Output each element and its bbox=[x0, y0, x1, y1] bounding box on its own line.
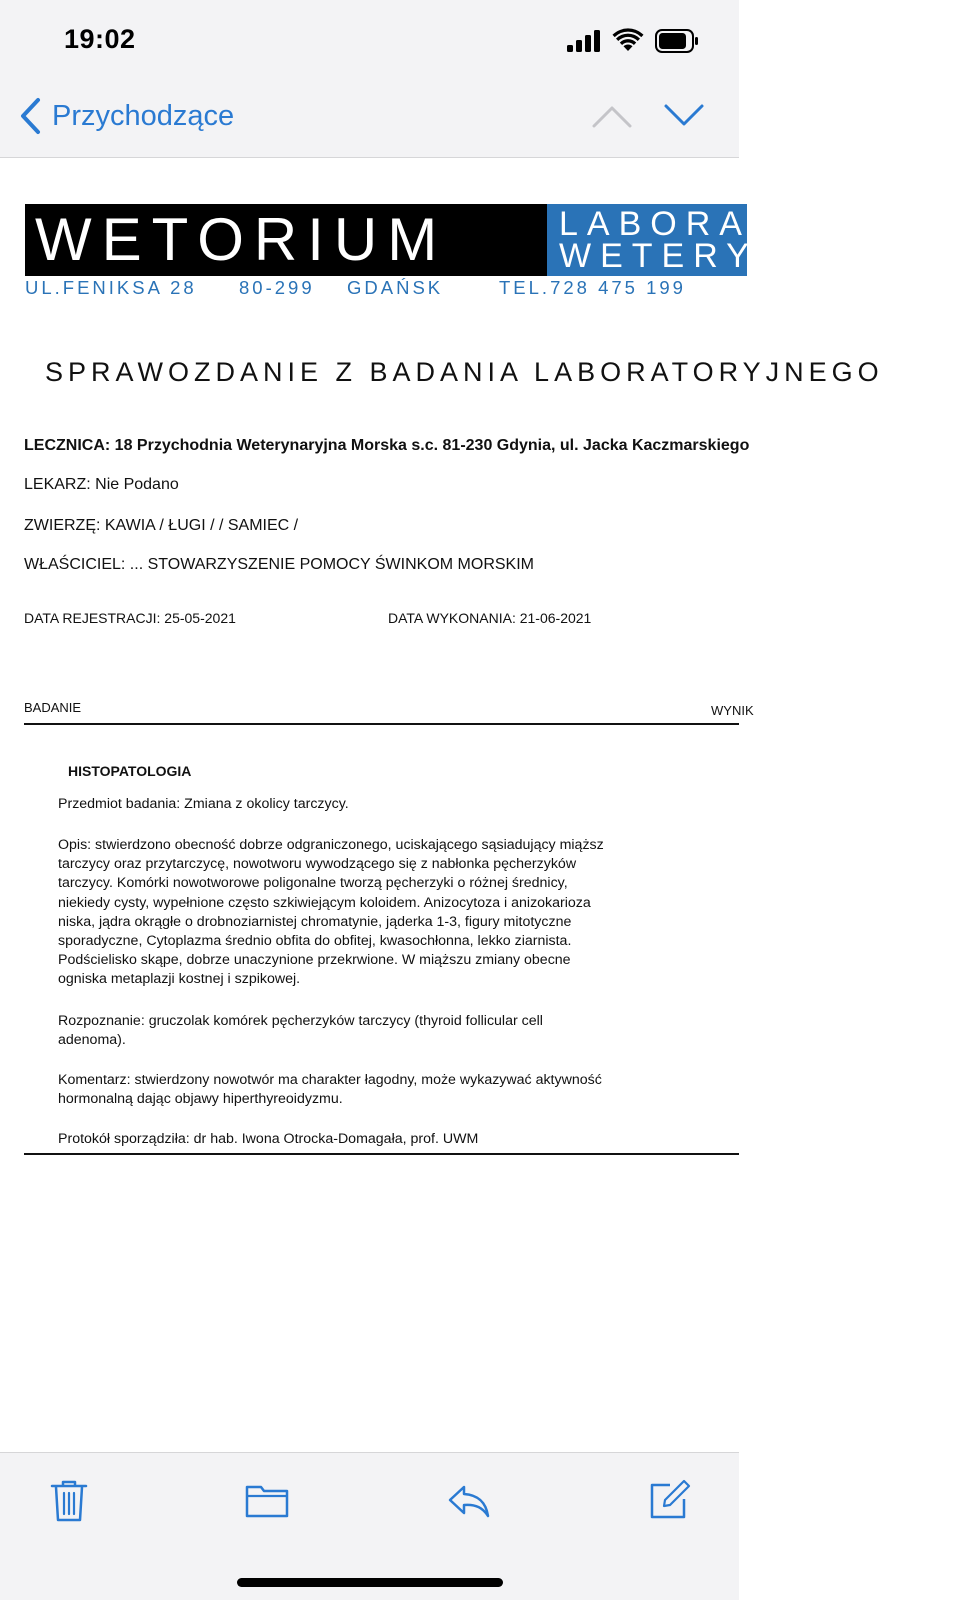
trash-icon[interactable] bbox=[46, 1477, 92, 1523]
reply-icon[interactable] bbox=[446, 1477, 492, 1523]
execution-date: DATA WYKONANIA: 21-06-2021 bbox=[388, 610, 592, 626]
brand-logo bbox=[25, 204, 547, 276]
nav-bar bbox=[0, 80, 739, 158]
column-header-result: WYNIK bbox=[711, 703, 754, 718]
description-line: niska, jądra okrągłe o drobnoziarnistej chromatynie, jąderka 1-3, figury mitotyczne bbox=[58, 913, 572, 930]
description-line: Podścielisko skąpe, dobrze unaczynione przekrwione. W miąższu zmiany obecne bbox=[58, 952, 571, 969]
battery-icon bbox=[655, 29, 699, 53]
section-title: HISTOPATOLOGIA bbox=[68, 763, 192, 779]
description-line: ogniska metaplazji kostnej i szpikowej. bbox=[58, 971, 301, 988]
diagnosis-block bbox=[58, 1012, 698, 1050]
subject-text: Przedmiot badania: Zmiana z okolicy tarczycy. bbox=[58, 796, 349, 812]
animal-field: ZWIERZĘ: KAWIA / ŁUGI / / SAMIEC / bbox=[24, 517, 299, 534]
column-header-test: BADANIE bbox=[24, 700, 82, 715]
address-postal: 80-299 bbox=[239, 277, 315, 298]
owner-field: WŁAŚCICIEL: ... STOWARZYSZENIE POMOCY ŚWINKOM MORSKIM bbox=[24, 556, 534, 573]
description-block bbox=[58, 836, 698, 990]
address-city: GDAŃSK bbox=[347, 277, 444, 298]
brand-side-line1: LABORATORIUM bbox=[559, 205, 936, 243]
description-line: niekiedy cysty, wypełnione często szkiwiejącym koloidem. Anizocytoza i anizokarioza bbox=[58, 894, 591, 911]
brand-side-line2: WETERYNARYJNE bbox=[559, 237, 979, 275]
clinic-field bbox=[24, 437, 749, 455]
brand-name: WETORIUM bbox=[35, 206, 448, 273]
doctor-field: LEKARZ: Nie Podano bbox=[24, 476, 179, 493]
description-line: tarczycy. Komórki nowotworowe poligonalne tworzą pęcherzyki o różnej średnicy, bbox=[58, 875, 568, 892]
wifi-icon bbox=[613, 30, 643, 52]
diagnosis-line: adenoma). bbox=[58, 1032, 126, 1049]
folder-icon[interactable] bbox=[244, 1477, 290, 1523]
back-button[interactable] bbox=[18, 96, 234, 136]
address-phone: TEL.728 475 199 bbox=[499, 277, 686, 298]
next-message-button[interactable] bbox=[662, 98, 706, 134]
footer-divider bbox=[24, 1153, 739, 1155]
comment-line: hormonalną dając objawy hiperthyreoidyzmu. bbox=[58, 1091, 343, 1108]
description-line: sporadyczne, Cytoplazma średnio obfita do obfitej, kwasochłonna, lekko ziarnista. bbox=[58, 933, 572, 950]
comment-line: Komentarz: stwierdzony nowotwór ma charakter łagodny, może wykazywać aktywność bbox=[58, 1072, 602, 1088]
registration-date: DATA REJESTRACJI: 25-05-2021 bbox=[24, 610, 236, 626]
description-line: Opis: stwierdzono obecność dobrze odgraniczonego, uciskającego sąsiadujący miąższ bbox=[58, 837, 604, 853]
brand-logo-side bbox=[547, 204, 979, 276]
clinic-label: LECZNICA: bbox=[24, 437, 111, 454]
report-title: SPRAWOZDANIE Z BADANIA LABORATORYJNEGO bbox=[45, 357, 884, 387]
cellular-signal-icon bbox=[567, 30, 601, 52]
header-divider bbox=[24, 723, 739, 725]
address-street: UL.FENIKSA 28 bbox=[25, 277, 197, 298]
status-time: 19:02 bbox=[64, 24, 136, 54]
comment-block bbox=[58, 1071, 698, 1109]
compose-icon[interactable] bbox=[646, 1477, 692, 1523]
previous-message-button[interactable] bbox=[590, 98, 634, 134]
chevron-left-icon bbox=[18, 97, 42, 135]
diagnosis-line: Rozpoznanie: gruczolak komórek pęcherzyków tarczycy (thyroid follicular cell bbox=[58, 1013, 543, 1029]
author-text: Protokół sporządziła: dr hab. Iwona Otrocka-Domagała, prof. UWM bbox=[58, 1131, 479, 1147]
report-document bbox=[0, 159, 979, 1452]
status-bar bbox=[0, 0, 739, 80]
home-indicator bbox=[237, 1578, 503, 1587]
back-button-label: Przychodzące bbox=[52, 99, 235, 132]
description-line: tarczycy oraz przytarczycę, nowotworu wywodzącego się z nabłonka pęcherzyków bbox=[58, 856, 577, 873]
status-icons bbox=[567, 28, 699, 54]
clinic-value: 18 Przychodnia Weterynaryjna Morska s.c. 81-230 Gdynia, ul. Jacka Kaczmarskiego bbox=[114, 437, 750, 454]
